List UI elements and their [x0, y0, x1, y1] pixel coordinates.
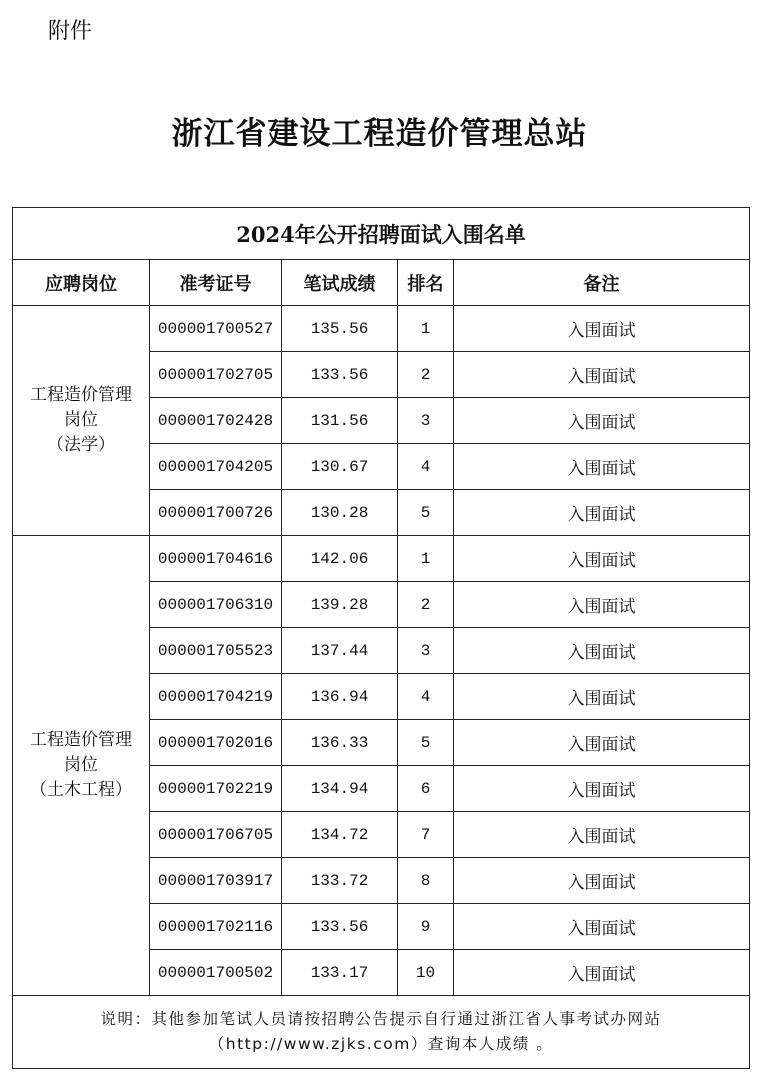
exam-id-cell: 000001702705	[150, 352, 282, 398]
score-cell: 137.44	[282, 628, 398, 674]
rank-cell: 9	[398, 904, 454, 950]
table-caption: 2024年公开招聘面试入围名单	[13, 208, 750, 260]
score-cell: 133.72	[282, 858, 398, 904]
score-cell: 131.56	[282, 398, 398, 444]
exam-id-cell: 000001700502	[150, 950, 282, 996]
rank-cell: 6	[398, 766, 454, 812]
note-cell: 入围面试	[454, 398, 750, 444]
note-cell: 入围面试	[454, 674, 750, 720]
column-header-rank: 排名	[398, 260, 454, 306]
exam-id-cell: 000001700726	[150, 490, 282, 536]
position-line: （法学）	[47, 435, 115, 455]
rank-cell: 3	[398, 398, 454, 444]
position-cell	[13, 306, 150, 536]
score-cell: 130.28	[282, 490, 398, 536]
rank-cell: 3	[398, 628, 454, 674]
table-header-row	[13, 260, 750, 306]
rank-cell: 1	[398, 306, 454, 352]
rank-cell: 5	[398, 720, 454, 766]
exam-id-cell: 000001702116	[150, 904, 282, 950]
note-cell: 入围面试	[454, 812, 750, 858]
note-cell: 入围面试	[454, 352, 750, 398]
score-cell: 134.72	[282, 812, 398, 858]
footnote: 说明：其他参加笔试人员请按招聘公告提示自行通过浙江省人事考试办网站（http://www.zjks.com）查询本人成绩 。	[13, 996, 750, 1069]
interview-list-table	[12, 207, 750, 1069]
column-header-note: 备注	[454, 260, 750, 306]
score-cell: 133.56	[282, 352, 398, 398]
score-cell: 130.67	[282, 444, 398, 490]
note-cell: 入围面试	[454, 444, 750, 490]
table-row	[13, 306, 750, 352]
note-cell: 入围面试	[454, 536, 750, 582]
rank-cell: 2	[398, 582, 454, 628]
score-cell: 133.56	[282, 904, 398, 950]
note-cell: 入围面试	[454, 950, 750, 996]
exam-id-cell: 000001702016	[150, 720, 282, 766]
rank-cell: 5	[398, 490, 454, 536]
organization-title: 浙江省建设工程造价管理总站	[171, 116, 588, 152]
score-cell: 136.33	[282, 720, 398, 766]
note-cell: 入围面试	[454, 720, 750, 766]
note-cell: 入围面试	[454, 306, 750, 352]
rank-cell: 4	[398, 674, 454, 720]
exam-id-cell: 000001700527	[150, 306, 282, 352]
column-header-position: 应聘岗位	[13, 260, 150, 306]
note-cell: 入围面试	[454, 490, 750, 536]
rank-cell: 10	[398, 950, 454, 996]
note-cell: 入围面试	[454, 628, 750, 674]
exam-id-cell: 000001704219	[150, 674, 282, 720]
note-cell: 入围面试	[454, 766, 750, 812]
note-cell: 入围面试	[454, 904, 750, 950]
position-line: （土木工程）	[30, 780, 132, 800]
position-cell	[13, 536, 150, 996]
rank-cell: 8	[398, 858, 454, 904]
position-line: 岗位	[64, 755, 98, 775]
rank-cell: 1	[398, 536, 454, 582]
column-header-score: 笔试成绩	[282, 260, 398, 306]
exam-id-cell: 000001706705	[150, 812, 282, 858]
exam-id-cell: 000001705523	[150, 628, 282, 674]
table-row	[13, 536, 750, 582]
score-cell: 139.28	[282, 582, 398, 628]
attachment-label: 附件	[48, 19, 93, 44]
exam-id-cell: 000001704205	[150, 444, 282, 490]
exam-id-cell: 000001702428	[150, 398, 282, 444]
score-cell: 135.56	[282, 306, 398, 352]
score-cell: 136.94	[282, 674, 398, 720]
exam-id-cell: 000001702219	[150, 766, 282, 812]
score-cell: 133.17	[282, 950, 398, 996]
score-cell: 134.94	[282, 766, 398, 812]
rank-cell: 2	[398, 352, 454, 398]
column-header-exam-id: 准考证号	[150, 260, 282, 306]
rank-cell: 7	[398, 812, 454, 858]
exam-id-cell: 000001704616	[150, 536, 282, 582]
score-cell: 142.06	[282, 536, 398, 582]
position-line: 工程造价管理	[30, 730, 132, 750]
exam-id-cell: 000001703917	[150, 858, 282, 904]
position-line: 工程造价管理	[30, 385, 132, 405]
position-line: 岗位	[64, 410, 98, 430]
note-cell: 入围面试	[454, 858, 750, 904]
rank-cell: 4	[398, 444, 454, 490]
exam-id-cell: 000001706310	[150, 582, 282, 628]
note-cell: 入围面试	[454, 582, 750, 628]
